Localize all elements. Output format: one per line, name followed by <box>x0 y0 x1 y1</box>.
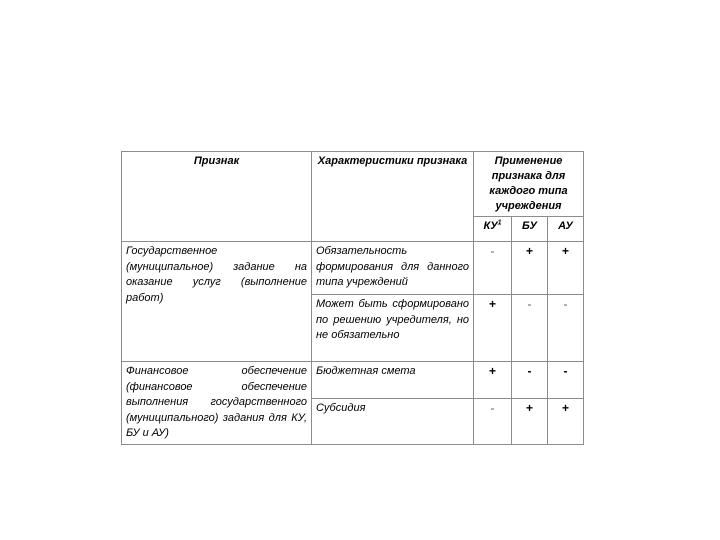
header-au: АУ <box>548 217 584 242</box>
header-ku-label: КУ <box>483 220 498 232</box>
table-row <box>122 242 584 295</box>
mark-ku: - <box>474 242 512 295</box>
mark-bu: - <box>512 362 548 399</box>
document-page <box>121 151 584 445</box>
header-application: Применение признака для каждого типа учреждения <box>474 152 584 217</box>
header-bu: БУ <box>512 217 548 242</box>
header-ku-footnote: 1 <box>497 219 502 227</box>
mark-au: + <box>548 399 584 444</box>
mark-bu: - <box>512 295 548 362</box>
header-characteristics: Характеристики признака <box>312 152 474 242</box>
characteristic-cell: Обязательность формирования для данного типа учреждений <box>312 242 474 295</box>
characteristic-cell: Может быть сформировано по решению учредителя, но не обязательно <box>312 295 474 362</box>
feature-state-assignment: Государственное (муниципальное) задание на оказание услуг (выполнение работ) <box>122 242 312 362</box>
mark-au: + <box>548 242 584 295</box>
mark-au: - <box>548 295 584 362</box>
table-header-row <box>122 152 584 217</box>
mark-bu: + <box>512 399 548 444</box>
characteristic-cell: Бюджетная смета <box>312 362 474 399</box>
feature-financial-support: Финансовое обеспечение (финансовое обеспечение выполнения государственного (муниципального) задания для КУ, БУ и АУ) <box>122 362 312 445</box>
mark-ku: - <box>474 399 512 444</box>
mark-ku: + <box>474 362 512 399</box>
mark-au: - <box>548 362 584 399</box>
header-ku <box>474 217 512 242</box>
institution-types-table <box>121 151 584 445</box>
mark-ku: + <box>474 295 512 362</box>
mark-bu: + <box>512 242 548 295</box>
header-feature: Признак <box>122 152 312 242</box>
characteristic-cell: Субсидия <box>312 399 474 444</box>
table-row <box>122 362 584 399</box>
